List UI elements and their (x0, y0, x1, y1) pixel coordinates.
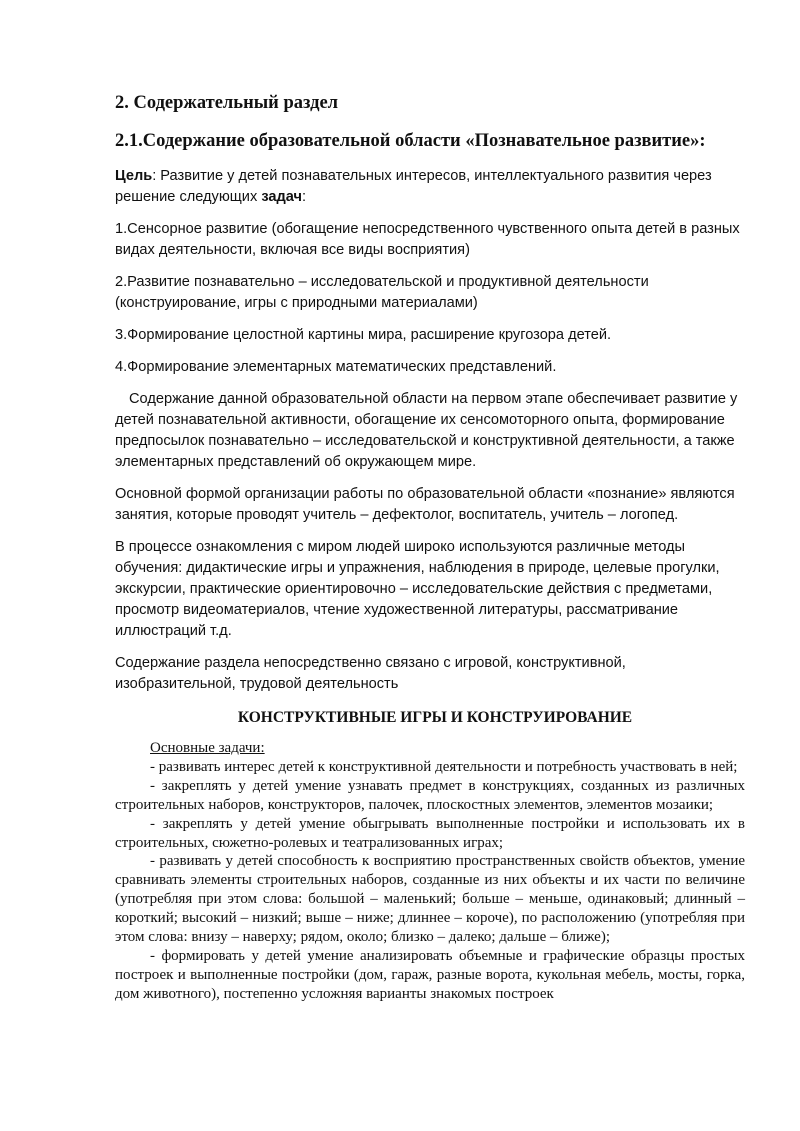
page-content (115, 92, 745, 1004)
construction-item-5: - формировать у детей умение анализировать объемные и графические образцы простых построек и выполненные постройки (дом, гараж, разные ворота, кукольная мебель, мосты, горка, дом животного), постепенно усложняя варианты знакомых построек (115, 947, 745, 1002)
construction-block (115, 739, 745, 1004)
section-heading: 2. Содержательный раздел (115, 93, 339, 113)
construction-title: КОНСТРУКТИВНЫЕ ИГРЫ И КОНСТРУИРОВАНИЕ (237, 709, 633, 726)
goal-text-end: : (302, 189, 307, 205)
construction-item-4: - развивать у детей способность к восприятию пространственных свойств объектов, умение сравнивать элементы строительных наборов, созданные из них объекты и их части по величине (употребляя при этом слова: большой – маленький; больше – меньше, одинаковый; длинный – короткий; высокий – низкий; выше – ниже; длиннее – короче), по расположению (употребляя при этом слова: внизу – наверху; рядом, около; близко – далеко; дальше – ближе); (115, 853, 745, 946)
goal-paragraph (115, 166, 745, 208)
task-2: 2.Развитие познавательно – исследовательской и продуктивной деятельности (конструирование, игры с природными материалами) (115, 274, 649, 311)
construction-subtitle: Основные задачи: (150, 740, 265, 756)
form-paragraph: Основной формой организации работы по образовательной области «познание» являются занятия, которые проводят учитель – дефектолог, воспитатель, учитель – логопед. (115, 486, 735, 523)
subsection-heading: 2.1.Содержание образовательной области «Познавательное развитие»: (115, 131, 706, 151)
task-1: 1.Сенсорное развитие (обогащение непосредственного чувственного опыта детей в разных видах деятельности, включая все виды восприятия) (115, 221, 740, 258)
goal-bold-word: задач (261, 189, 302, 205)
construction-item-3: - закреплять у детей умение обыгрывать выполненные постройки и использовать их в строительных, сюжетно-ролевых и театрализованных играх; (115, 815, 745, 851)
task-4: 4.Формирование элементарных математических представлений. (115, 359, 557, 375)
methods-paragraph: В процессе ознакомления с миром людей широко используются различные методы обучения: дидактические игры и упражнения, наблюдения в природе, целевые прогулки, экскурсии, практические ориентировочно – исследовательские действия с предметами, просмотр видеоматериалов, чтение художественной литературы, рассматривание иллюстраций т.д. (115, 539, 720, 639)
task-3: 3.Формирование целостной картины мира, расширение кругозора детей. (115, 327, 612, 343)
content-paragraph: Содержание данной образовательной области на первом этапе обеспечивает развитие у детей познавательной активности, обогащение их сенсомоторного опыта, формирование предпосылок познавательно – исследовательской и конструктивной деятельности, а также элементарных представлений об окружающем мире. (115, 391, 738, 470)
goal-label: Цель (115, 168, 153, 184)
goal-text: : Развитие у детей познавательных интересов, интеллектуального развития через решение следующих (115, 168, 712, 205)
construction-item-1: - развивать интерес детей к конструктивной деятельности и потребность участвовать в ней; (150, 758, 738, 775)
relation-paragraph: Содержание раздела непосредственно связано с игровой, конструктивной, изобразительной, трудовой деятельность (115, 655, 626, 692)
construction-item-2: - закреплять у детей умение узнавать предмет в конструкциях, созданных из различных строительных наборов, конструкторов, палочек, плоскостных элементов, элементов мозаики; (115, 777, 745, 813)
